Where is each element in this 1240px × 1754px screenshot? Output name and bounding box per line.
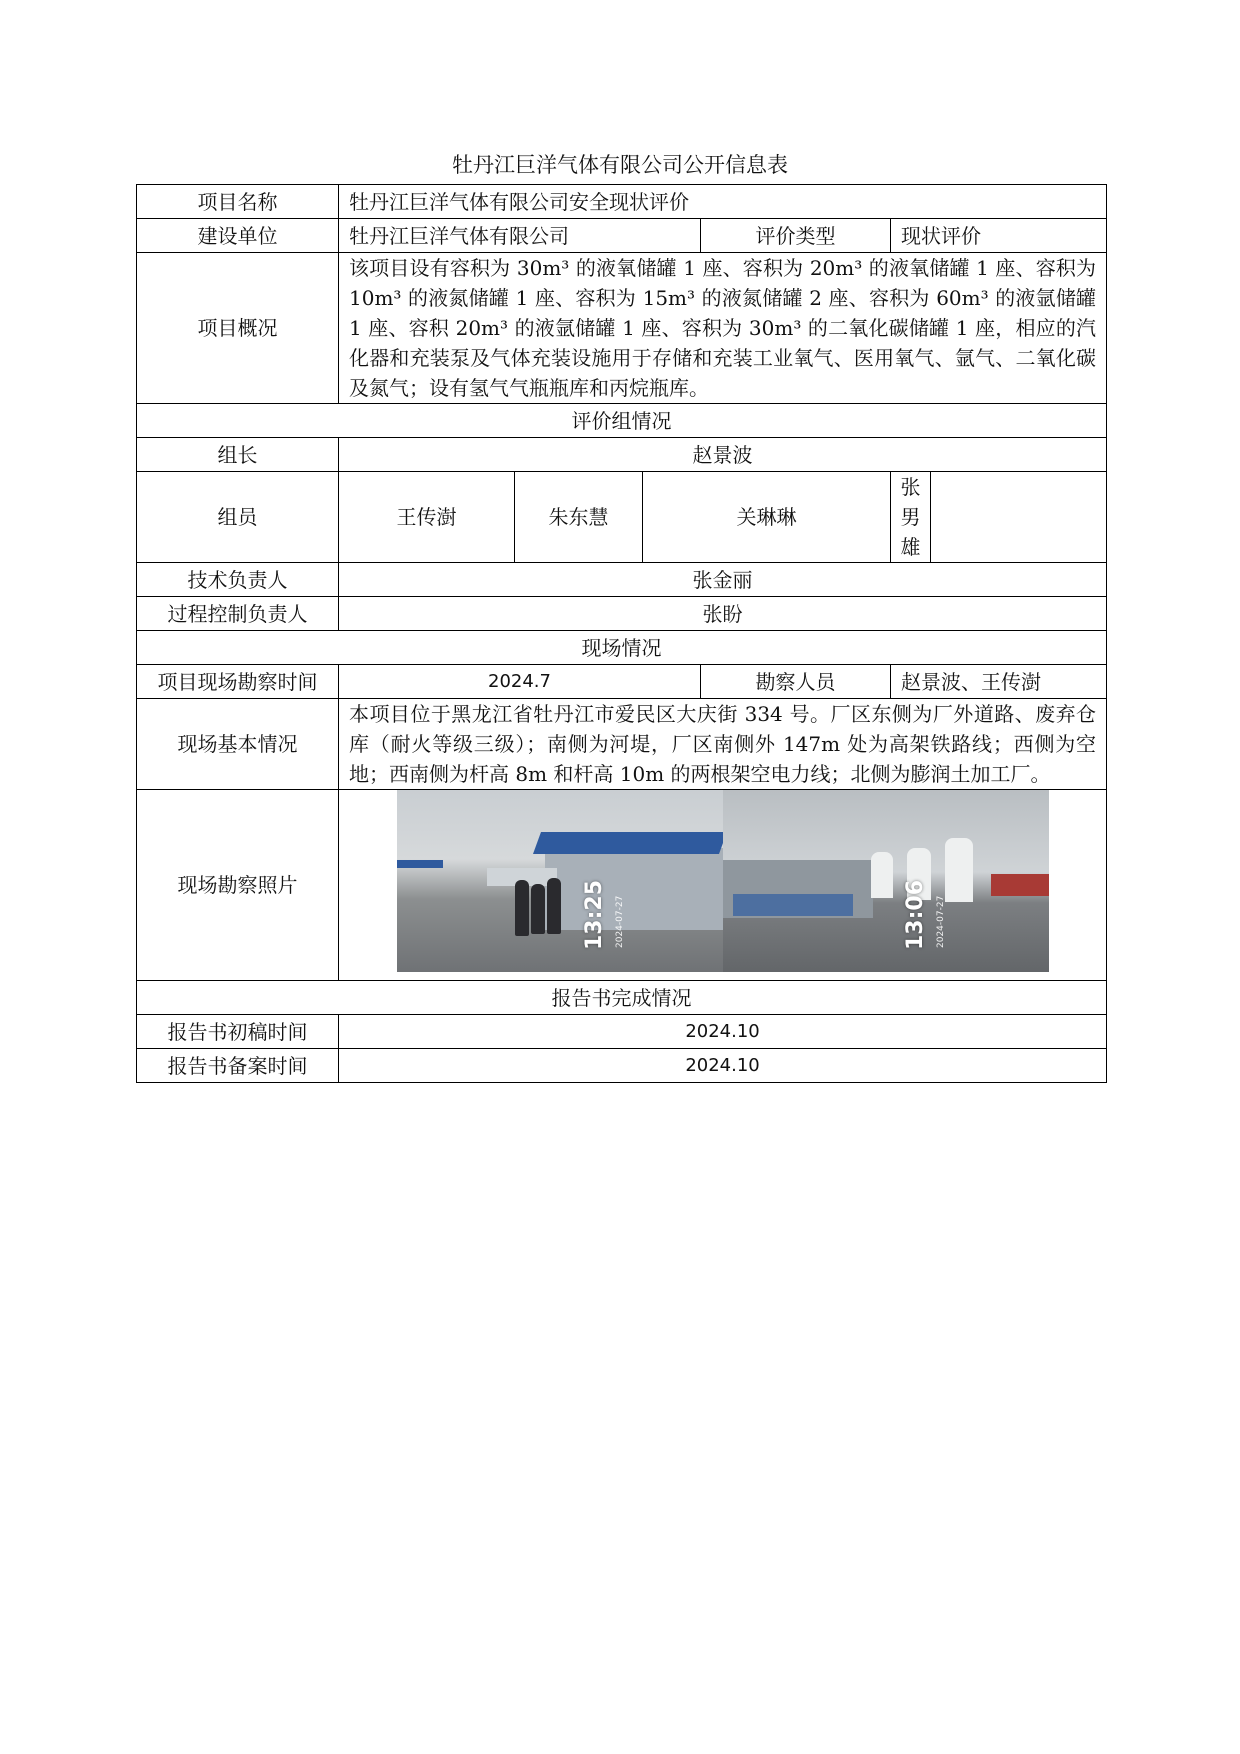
process-lead-value: 张盼 [339, 597, 1107, 631]
member-5 [931, 472, 1107, 563]
overview-label: 项目概况 [137, 253, 339, 404]
leader-label: 组长 [137, 438, 339, 472]
site-photo-2 [723, 790, 1049, 972]
site-basic-label: 现场基本情况 [137, 699, 339, 790]
gas-cylinders [733, 894, 853, 916]
surveyors-value: 赵景波、王传澍 [891, 665, 1107, 699]
member-3: 关琳琳 [643, 472, 891, 563]
surveyors-label: 勘察人员 [701, 665, 891, 699]
person-2 [531, 884, 545, 934]
site-basic-value: 本项目位于黑龙江省牡丹江市爱民区大庆街 334 号。厂区东侧为厂外道路、废弃仓库（耐火等级三级）；南侧为河堤，厂区南侧外 147m 处为高架铁路线；西侧为空地；西南侧为杆高 8m 和杆高 10m 的两根架空电力线；北侧为膨润土加工厂。 [339, 699, 1107, 790]
row-members [137, 472, 1107, 563]
team-section-heading: 评价组情况 [137, 404, 1107, 438]
tech-lead-label: 技术负责人 [137, 563, 339, 597]
site-photo-1 [397, 790, 723, 972]
row-survey-time [137, 665, 1107, 699]
red-building [991, 874, 1049, 896]
eval-type-label: 评价类型 [701, 219, 891, 253]
site-section-heading: 现场情况 [137, 631, 1107, 665]
row-leader [137, 438, 1107, 472]
project-name-value: 牡丹江巨洋气体有限公司安全现状评价 [339, 185, 1107, 219]
site-photos-label: 现场勘察照片 [137, 790, 339, 981]
person-3 [547, 878, 561, 934]
row-process-lead [137, 597, 1107, 631]
row-tech-lead [137, 563, 1107, 597]
row-filing-time [137, 1049, 1107, 1083]
member-4: 张男雄 [891, 472, 931, 563]
row-team-section [137, 404, 1107, 438]
distant-roof [397, 860, 443, 868]
builder-label: 建设单位 [137, 219, 339, 253]
storage-tank-3 [945, 838, 973, 902]
site-photos-cell [339, 790, 1107, 981]
photo-1-date: 2024-07-27 [614, 895, 625, 948]
filing-time-label: 报告书备案时间 [137, 1049, 339, 1083]
row-draft-time [137, 1015, 1107, 1049]
survey-time-value: 2024.7 [339, 665, 701, 699]
process-lead-label: 过程控制负责人 [137, 597, 339, 631]
member-1: 王传澍 [339, 472, 515, 563]
row-overview [137, 253, 1107, 404]
overview-value: 该项目设有容积为 30m³ 的液氧储罐 1 座、容积为 20m³ 的液氧储罐 1 座、容积为 10m³ 的液氮储罐 1 座、容积为 15m³ 的液氮储罐 2 座、容积为 60m³ 的液氩储罐 1 座、容积 20m³ 的液氩储罐 1 座、容积为 30m³ 的二氧化碳储罐 1 座，相应的汽化器和充装泵及气体充装设施用于存储和充装工业氧气、医用氧气、氩气、二氧化碳及氮气；设有氢气气瓶瓶库和丙烷瓶库。 [339, 253, 1107, 404]
row-site-basic [137, 699, 1107, 790]
eval-type-value: 现状评价 [891, 219, 1107, 253]
photo-2-date: 2024-07-27 [935, 895, 946, 948]
site-photos [397, 790, 1049, 972]
info-table [136, 184, 1107, 1083]
document-title: 牡丹江巨洋气体有限公司公开信息表 [452, 153, 788, 177]
draft-time-value: 2024.10 [339, 1015, 1107, 1049]
builder-value: 牡丹江巨洋气体有限公司 [339, 219, 701, 253]
project-name-label: 项目名称 [137, 185, 339, 219]
person-1 [515, 880, 529, 936]
row-site-section [137, 631, 1107, 665]
tech-lead-value: 张金丽 [339, 563, 1107, 597]
draft-time-label: 报告书初稿时间 [137, 1015, 339, 1049]
report-section-heading: 报告书完成情况 [137, 981, 1107, 1015]
row-site-photos [137, 790, 1107, 981]
member-2: 朱东慧 [515, 472, 643, 563]
storage-tank-1 [871, 852, 893, 898]
leader-value: 赵景波 [339, 438, 1107, 472]
row-builder [137, 219, 1107, 253]
row-report-section [137, 981, 1107, 1015]
survey-time-label: 项目现场勘察时间 [137, 665, 339, 699]
photo-1-time: 13:25 [581, 879, 607, 950]
filing-time-value: 2024.10 [339, 1049, 1107, 1083]
building-roof [533, 832, 723, 854]
row-project-name [137, 185, 1107, 219]
photo-2-time: 13:06 [902, 879, 928, 950]
members-label: 组员 [137, 472, 339, 563]
